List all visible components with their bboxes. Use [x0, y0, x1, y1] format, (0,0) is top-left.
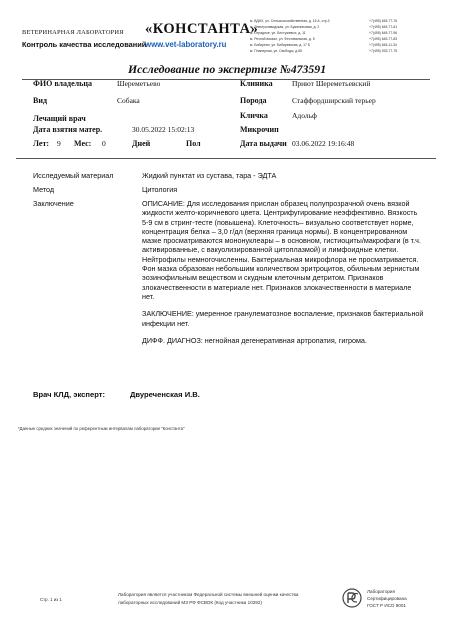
sample-date-label: Дата взятия матер. — [33, 125, 103, 134]
age-months-label: Мес: — [74, 139, 92, 148]
address-item: м. Электрозаводская, ул. Бужениновая, д. 2 — [250, 25, 320, 29]
signature-label: Врач КЛД, эксперт: — [33, 390, 105, 399]
sample-date-value: 30.05.2022 15:02:13 — [132, 125, 195, 134]
conclusion-label: Заключение — [33, 199, 74, 208]
page-number: Стр. 1 из 1 — [40, 597, 62, 602]
age-years-value: 9 — [57, 139, 61, 148]
address-item: м. ВДНХ, ул. Сельскохозяйственная, д. 16 А, стр.3 — [250, 19, 330, 23]
phone-item: +7(495) 645-77-83 — [369, 37, 398, 41]
method-value: Цитология — [142, 185, 178, 194]
phone-item: +7(495) 933-77-75 — [369, 49, 398, 53]
cert-line1: Лаборатория — [367, 589, 395, 594]
document-title: Исследование по экспертизе №473591 — [128, 62, 327, 76]
nickname-label: Кличка — [240, 111, 268, 120]
phone-item: +7(495) 645-77-76 — [369, 19, 398, 23]
letterhead-lab-name: «КОНСТАНТА» — [145, 21, 259, 37]
method-label: Метод — [33, 185, 55, 194]
cert-line2: Сертифицирована — [367, 596, 407, 601]
conclusion-paragraph: ЗАКЛЮЧЕНИЕ: умеренное гранулематозное воспаление, признаков бактериальной инфекции нет. — [142, 309, 424, 328]
phone-item: +7(495) 645-77-61 — [369, 25, 398, 29]
cert-line3: ГОСТ Р ИСО 9001 — [367, 603, 406, 608]
signature-name: Двуреченская И.В. — [130, 390, 200, 399]
address-item: м. Бибирево, ул. Бибиревская, д. 17 Б — [250, 43, 311, 47]
owner-value: Шереметьево — [117, 79, 161, 88]
differential-diagnosis-paragraph: ДИФФ. ДИАГНОЗ: негнойная дегенеративная артропатия, гигрома. — [142, 335, 367, 345]
phone-item: +7(495) 645-77-96 — [369, 31, 398, 35]
doctor-label: Лечащий врач — [33, 114, 86, 123]
footnote: *Данные средних значений по референтным интервалам лаборатории "Константа" — [18, 426, 185, 431]
material-label: Исследуемый материал — [33, 171, 114, 180]
address-item: м. Речной вокзал, ул. Фестивальная, д. 5 — [250, 37, 315, 41]
certification-logo-icon — [342, 588, 362, 608]
issue-date-value: 03.06.2022 19:16:48 — [292, 139, 355, 148]
letterhead-website[interactable]: www.vet-laboratory.ru — [145, 40, 227, 49]
description-paragraph: ОПИСАНИЕ: Для исследования прислан образец полупрозрачной очень вязкой жидкости желто-коричневого цвета. Центрифугирование неэффективно. Вязкость 5-9 см в стринг-тесте (повышена). Клеточность– визуально соответствует норме, концентрация белка – 3,0 г/дл (верхняя граница нормы). В концентрированном мазке просматриваются мононуклеары – в основном, гистиоциты/макрофаги (в т.ч. активированные, с вакуолизированной цитоплазмой) и лимфоидные клетки. Нейтрофилы немногочисленны. Бактериальная микрофлора не просматривается. Фон мазка образован небольшим количеством эритроцитов, обильным зернистым эозинофильным веществом и скудным клеточным детритом. Признаков злокачественности в материале нет. Признаков злокачественности в материале нет. — [142, 199, 421, 301]
clinic-value: Приют Шереметьевский — [292, 79, 371, 88]
owner-label: ФИО владельца — [33, 79, 92, 88]
address-item: м. Планерная, ул. Свободы, д.65 — [250, 49, 302, 53]
phone-item: +7(495) 645-11-34 — [369, 43, 397, 47]
species-value: Собака — [117, 96, 140, 105]
address-item: м. Отрадное, ул. Бестужевых, д. 11 — [250, 31, 306, 35]
header-divider — [16, 158, 436, 159]
material-value: Жидкий пунктат из сустава, тара - ЭДТА — [142, 171, 277, 180]
species-label: Вид — [33, 96, 47, 105]
nickname-value: Адольф — [292, 111, 317, 120]
sex-label: Пол — [186, 139, 201, 148]
breed-label: Порода — [240, 96, 267, 105]
footer-text-line2: лабораторных исследований МЗ РФ ФСВОК (Код участника 10292) — [118, 600, 262, 605]
letterhead-tagline: Контроль качества исследований — [22, 40, 147, 49]
age-years-label: Лет: — [33, 139, 50, 148]
conclusion-text — [142, 199, 424, 353]
chip-label: Микрочип — [240, 125, 279, 134]
issue-date-label: Дата выдачи — [240, 139, 287, 148]
certification-logo — [342, 588, 362, 608]
breed-value: Стаффордширский терьер — [292, 96, 376, 105]
letterhead-lab-prefix: ВЕТЕРИНАРНАЯ ЛАБОРАТОРИЯ — [22, 29, 124, 36]
footer-text-line1: Лаборатория является участником Федеральной системы внешней оценки качества — [118, 592, 299, 597]
age-months-value: 0 — [102, 139, 106, 148]
clinic-label: Клиника — [240, 79, 273, 88]
age-days-label: Дней — [132, 139, 151, 148]
